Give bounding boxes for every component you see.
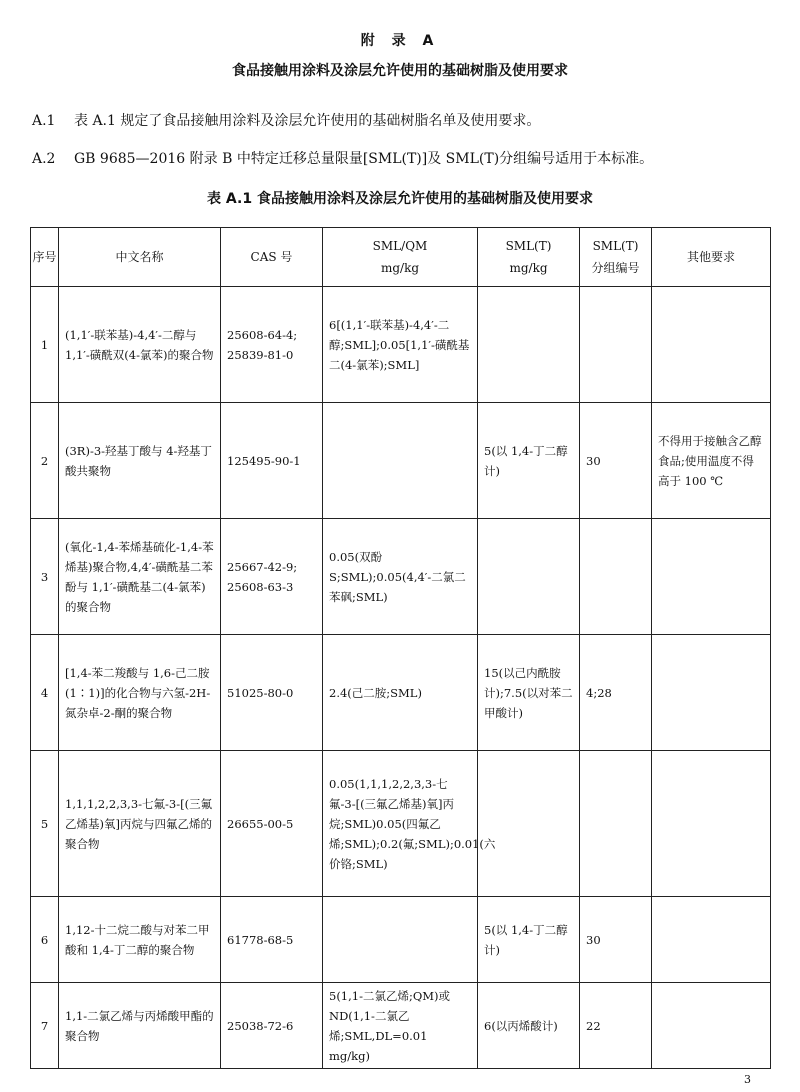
header-name: 中文名称 [59, 228, 221, 287]
cell-smlt [478, 287, 580, 403]
cas-line: 25608-64-4; 25839-81-0 [227, 327, 298, 362]
cas-line: 61778-68-5 [227, 932, 294, 947]
header-group-title: SML(T) [592, 239, 639, 253]
header-other: 其他要求 [652, 228, 771, 287]
cas-line: 25667-42-9; 25608-63-3 [227, 559, 298, 594]
cell-name: 1,12-十二烷二酸与对苯二甲酸和 1,4-丁二醇的聚合物 [59, 897, 221, 983]
clause-number: A.1 [32, 113, 56, 129]
cell-group: 30 [580, 403, 652, 519]
header-group [580, 228, 652, 287]
cell-name: (1,1′-联苯基)-4,4′-二醇与 1,1′-磺酰双(4-氯苯)的聚合物 [59, 287, 221, 403]
resin-table [30, 227, 771, 1069]
cas-line: 125495-90-1 [227, 453, 301, 468]
table-row [31, 897, 771, 983]
cell-name: [1,4-苯二羧酸与 1,6-己二胺(1∶1)]的化合物与六氢-2H-氮杂卓-2-酮的聚合物 [59, 635, 221, 751]
cell-sml-qm [323, 403, 478, 519]
cell-sml-qm: 5(1,1-二氯乙烯;QM)或 ND(1,1-二氯乙烯;SML,DL=0.01 mg/kg) [323, 983, 478, 1069]
cell-sml-qm: 6[(1,1′-联苯基)-4,4′-二醇;SML];0.05[1,1′-磺酰基二(4-氯苯);SML] [323, 287, 478, 403]
cell-no: 2 [31, 403, 59, 519]
cell-other: 不得用于接触含乙醇食品;使用温度不得高于 100 ℃ [652, 403, 771, 519]
appendix-subtitle: 食品接触用涂料及涂层允许使用的基础树脂及使用要求 [232, 63, 568, 79]
cas-line: 26655-00-5 [227, 816, 294, 831]
cell-other [652, 287, 771, 403]
cell-cas [221, 519, 323, 635]
cell-sml-qm: 2.4(己二胺;SML) [323, 635, 478, 751]
header-group-label: 分组编号 [591, 261, 640, 275]
cell-name: 1,1-二氯乙烯与丙烯酸甲酯的聚合物 [59, 983, 221, 1069]
cell-no: 3 [31, 519, 59, 635]
clause-a1 [32, 110, 540, 130]
cell-group: 4;28 [580, 635, 652, 751]
table-row [31, 983, 771, 1069]
cell-smlt [478, 519, 580, 635]
cell-other [652, 751, 771, 897]
cell-sml-qm: 0.05(1,1,1,2,2,3,3-七氟-3-[(三氟乙烯基)氧]丙烷;SML)0.05(四氟乙烯;SML);0.2(氟;SML);0.01(六价铬;SML) [323, 751, 478, 897]
cell-no: 4 [31, 635, 59, 751]
table-row [31, 635, 771, 751]
cell-no: 6 [31, 897, 59, 983]
cell-no: 5 [31, 751, 59, 897]
appendix-title: 附 录 A [360, 33, 440, 49]
page-number: 3 [744, 1073, 751, 1086]
cell-name: (3R)-3-羟基丁酸与 4-羟基丁酸共聚物 [59, 403, 221, 519]
clause-text: 表 A.1 规定了食品接触用涂料及涂层允许使用的基础树脂名单及使用要求。 [74, 113, 541, 129]
cell-cas [221, 751, 323, 897]
cell-no: 7 [31, 983, 59, 1069]
cell-name: (氧化-1,4-苯烯基硫化-1,4-苯烯基)聚合物,4,4′-磺酰基二苯酚与 1,1′-磺酰基二(4-氯苯)的聚合物 [59, 519, 221, 635]
cas-line: 25038-72-6 [227, 1018, 294, 1033]
clause-number: A.2 [32, 151, 56, 167]
header-smlt-unit: mg/kg [509, 261, 548, 275]
cell-smlt: 5(以 1,4-丁二醇计) [478, 897, 580, 983]
header-no: 序号 [31, 228, 59, 287]
cell-smlt: 6(以丙烯酸计) [478, 983, 580, 1069]
header-sml-qm [323, 228, 478, 287]
cas-line: 51025-80-0 [227, 685, 294, 700]
cell-group: 22 [580, 983, 652, 1069]
cell-group [580, 287, 652, 403]
header-sml-qm-title: SML/QM [372, 239, 428, 253]
cell-group: 30 [580, 897, 652, 983]
cell-sml-qm [323, 897, 478, 983]
header-smlt [478, 228, 580, 287]
header-sml-qm-unit: mg/kg [380, 261, 420, 275]
cell-cas [221, 287, 323, 403]
cell-name: 1,1,1,2,2,3,3-七氟-3-[(三氟乙烯基)氧]丙烷与四氟乙烯的聚合物 [59, 751, 221, 897]
table-row [31, 287, 771, 403]
table-row [31, 403, 771, 519]
clause-text: GB 9685—2016 附录 B 中特定迁移总量限量[SML(T)]及 SML(T)分组编号适用于本标准。 [74, 151, 654, 167]
cell-no: 1 [31, 287, 59, 403]
cell-smlt: 5(以 1,4-丁二醇计) [478, 403, 580, 519]
cell-other [652, 519, 771, 635]
cell-smlt [478, 751, 580, 897]
header-cas: CAS 号 [221, 228, 323, 287]
table-row [31, 751, 771, 897]
cell-cas [221, 897, 323, 983]
header-smlt-title: SML(T) [505, 239, 552, 253]
cell-other [652, 983, 771, 1069]
cell-group [580, 751, 652, 897]
cell-cas [221, 403, 323, 519]
cell-smlt: 15(以己内酰胺计);7.5(以对苯二甲酸计) [478, 635, 580, 751]
clause-a2 [32, 148, 653, 168]
cell-cas [221, 983, 323, 1069]
cell-group [580, 519, 652, 635]
table-caption: 表 A.1 食品接触用涂料及涂层允许使用的基础树脂及使用要求 [207, 191, 593, 207]
table-header-row [31, 228, 771, 287]
cell-other [652, 635, 771, 751]
table-row [31, 519, 771, 635]
cell-cas [221, 635, 323, 751]
cell-sml-qm: 0.05(双酚 S;SML);0.05(4,4′-二氯二苯砜;SML) [323, 519, 478, 635]
cell-other [652, 897, 771, 983]
